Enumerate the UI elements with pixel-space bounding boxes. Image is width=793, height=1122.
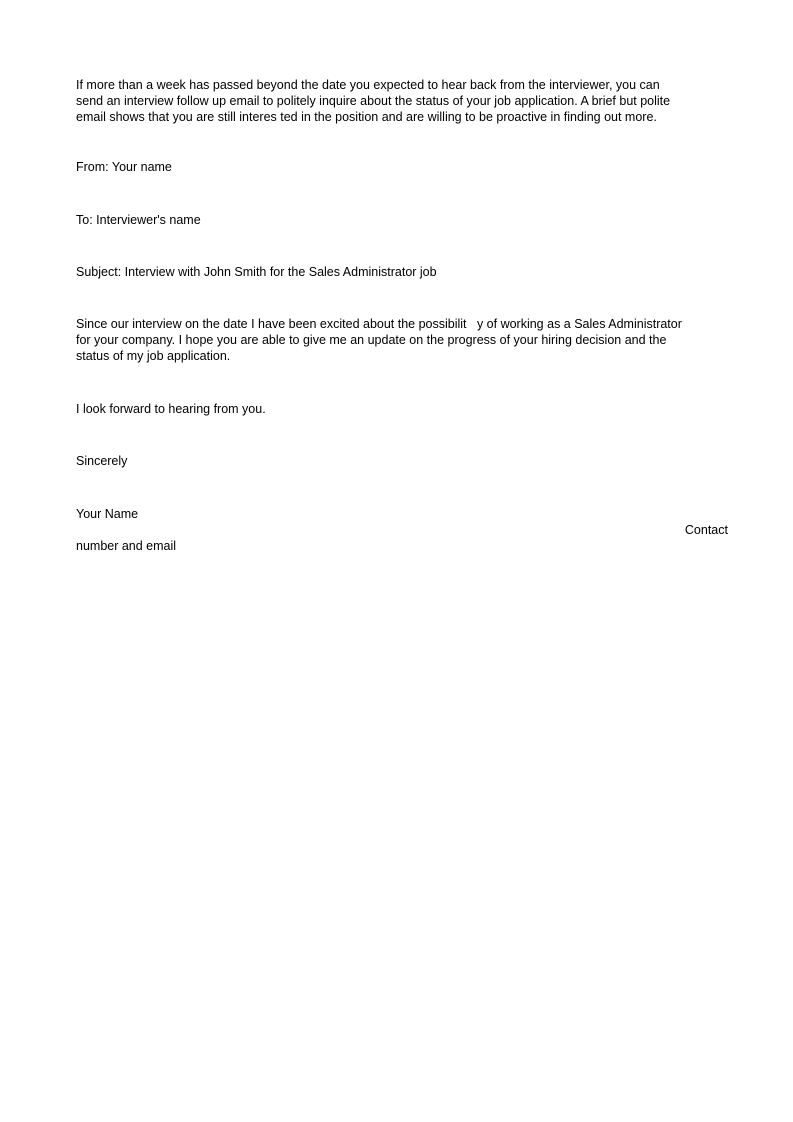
contact-label: Contact bbox=[684, 523, 728, 537]
contact-details: number and email bbox=[76, 539, 177, 553]
intro-line-2: send an interview follow up email to politely inquire about the status of your job application. A brief but polite bbox=[76, 94, 671, 108]
intro-line-1: If more than a week has passed beyond the date you expected to hear back from the interviewer, you can bbox=[76, 78, 660, 92]
intro-line-3: email shows that you are still interes ted in the position and are willing to be proactive in finding out more. bbox=[76, 110, 657, 124]
to-line: To: Interviewer's name bbox=[76, 213, 201, 227]
subject-line: Subject: Interview with John Smith for the Sales Administrator job bbox=[76, 265, 437, 279]
closing-line: I look forward to hearing from you. bbox=[76, 402, 266, 416]
signature-name: Your Name bbox=[76, 507, 139, 521]
sign-off: Sincerely bbox=[76, 454, 128, 468]
body-line-2: for your company. I hope you are able to give me an update on the progress of your hiring decision and the bbox=[76, 333, 667, 347]
body-line-3: status of my job application. bbox=[76, 349, 231, 363]
from-line: From: Your name bbox=[76, 160, 172, 174]
body-line-1: Since our interview on the date I have been excited about the possibilit y of working as a Sales Administrator bbox=[76, 317, 682, 331]
